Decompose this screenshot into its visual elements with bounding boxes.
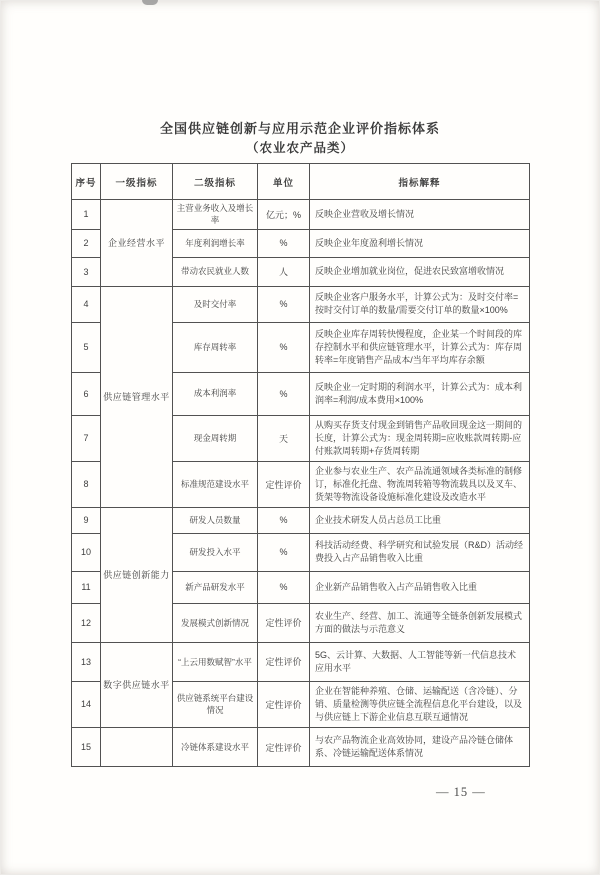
header-serial-number: 序号	[72, 164, 101, 200]
unit-cell: %	[258, 372, 310, 415]
document-title: 全国供应链创新与应用示范企业评价指标体系	[159, 121, 440, 136]
indicator-table	[71, 163, 530, 767]
row-serial-number: 3	[72, 257, 101, 286]
document-subtitle: （农业农产品类）	[245, 141, 354, 155]
row-serial-number: 4	[72, 286, 101, 322]
unit-cell: 人	[258, 257, 310, 286]
row-serial-number: 7	[72, 415, 101, 461]
indicator-explanation-cell: 反映企业一定时期的利润水平，计算公式为：成本利润率=利润/成本费用×100%	[310, 372, 530, 415]
indicator-explanation-cell: 反映企业客户服务水平，计算公式为：及时交付率=按时交付订单的数量/需要交付订单的数量×100%	[310, 286, 530, 322]
indicator-explanation-cell: 企业技术研发人员占总员工比重	[310, 507, 530, 533]
second-level-indicator-cell: “上云用数赋智”水平	[173, 642, 258, 681]
indicator-explanation-cell: 企业新产品销售收入占产品销售收入比重	[310, 571, 530, 603]
header-first-level-indicator: 一级指标	[101, 164, 173, 200]
indicator-explanation-cell: 反映企业营收及增长情况	[310, 200, 530, 230]
unit-cell: 定性评价	[258, 603, 310, 642]
row-serial-number: 8	[72, 461, 101, 507]
table-row	[72, 728, 530, 767]
second-level-indicator-cell: 研发人员数量	[173, 507, 258, 533]
header-second-level-indicator: 二级指标	[173, 164, 258, 200]
row-serial-number: 12	[72, 603, 101, 642]
first-level-indicator-cell: 数字供应链水平	[101, 642, 173, 727]
unit-cell: 定性评价	[258, 642, 310, 681]
unit-cell: 天	[258, 415, 310, 461]
table-header-row	[72, 164, 530, 200]
second-level-indicator-cell: 带动农民就业人数	[173, 257, 258, 286]
unit-cell: %	[258, 286, 310, 322]
second-level-indicator-cell: 研发投入水平	[173, 533, 258, 571]
second-level-indicator-cell: 成本利润率	[173, 372, 258, 415]
indicator-table-body	[72, 200, 530, 767]
first-level-indicator-cell	[101, 728, 173, 767]
second-level-indicator-cell: 年度利润增长率	[173, 229, 258, 257]
second-level-indicator-cell: 供应链系统平台建设情况	[173, 681, 258, 727]
second-level-indicator-cell: 现金周转期	[173, 415, 258, 461]
scan-artifact	[142, 0, 158, 5]
indicator-explanation-cell: 企业参与农业生产、农产品流通领域各类标准的制修订，标准化托盘、物流周转箱等物流载具以及叉车、货架等物流设备设施标准化建设及改造水平	[310, 461, 530, 507]
page-number: — 15 —	[436, 785, 486, 799]
indicator-explanation-cell: 与农产品物流企业高效协同，建设产品冷链仓储体系、冷链运输配送体系情况	[310, 728, 530, 767]
row-serial-number: 11	[72, 571, 101, 603]
unit-cell: 亿元；%	[258, 200, 310, 230]
indicator-explanation-cell: 从购买存货支付现金到销售产品收回现金这一期间的长度，计算公式为：现金周转期=应收账款周转期-应付账款周转期+存货周转期	[310, 415, 530, 461]
indicator-explanation-cell: 反映企业年度盈利增长情况	[310, 229, 530, 257]
row-serial-number: 6	[72, 372, 101, 415]
second-level-indicator-cell: 及时交付率	[173, 286, 258, 322]
row-serial-number: 14	[72, 681, 101, 727]
unit-cell: %	[258, 571, 310, 603]
header-indicator-explanation: 指标解释	[310, 164, 530, 200]
first-level-indicator-cell: 企业经营水平	[101, 200, 173, 287]
unit-cell: %	[258, 533, 310, 571]
indicator-explanation-cell: 科技活动经费、科学研究和试验发展（R&D）活动经费投入占产品销售收入比重	[310, 533, 530, 571]
second-level-indicator-cell: 标准规范建设水平	[173, 461, 258, 507]
indicator-explanation-cell: 企业在智能种养殖、仓储、运输配送（含冷链）、分销、质量检测等供应链全流程信息化平台建设，以及与供应链上下游企业信息互联互通情况	[310, 681, 530, 727]
second-level-indicator-cell: 主营业务收入及增长率	[173, 200, 258, 230]
row-serial-number: 13	[72, 642, 101, 681]
unit-cell: 定性评价	[258, 728, 310, 767]
indicator-explanation-cell: 反映企业增加就业岗位，促进农民致富增收情况	[310, 257, 530, 286]
row-serial-number: 1	[72, 200, 101, 230]
second-level-indicator-cell: 发展模式创新情况	[173, 603, 258, 642]
indicator-explanation-cell: 反映企业库存周转快慢程度，企业某一个时间段的库存控制水平和供应链管理水平，计算公式为：库存周转率=年度销售产品成本/当年平均库存余额	[310, 322, 530, 372]
unit-cell: 定性评价	[258, 681, 310, 727]
second-level-indicator-cell: 库存周转率	[173, 322, 258, 372]
unit-cell: %	[258, 229, 310, 257]
row-serial-number: 2	[72, 229, 101, 257]
row-serial-number: 5	[72, 322, 101, 372]
second-level-indicator-cell: 冷链体系建设水平	[173, 728, 258, 767]
table-row	[72, 507, 530, 533]
table-row	[72, 286, 530, 322]
unit-cell: %	[258, 322, 310, 372]
first-level-indicator-cell: 供应链创新能力	[101, 507, 173, 642]
first-level-indicator-cell: 供应链管理水平	[101, 286, 173, 507]
row-serial-number: 15	[72, 728, 101, 767]
row-serial-number: 10	[72, 533, 101, 571]
table-row	[72, 642, 530, 681]
table-row	[72, 200, 530, 230]
unit-cell: %	[258, 507, 310, 533]
second-level-indicator-cell: 新产品研发水平	[173, 571, 258, 603]
indicator-explanation-cell: 农业生产、经营、加工、流通等全链条创新发展模式方面的做法与示范意义	[310, 603, 530, 642]
indicator-explanation-cell: 5G、云计算、大数据、人工智能等新一代信息技术应用水平	[310, 642, 530, 681]
header-unit: 单位	[258, 164, 310, 200]
unit-cell: 定性评价	[258, 461, 310, 507]
row-serial-number: 9	[72, 507, 101, 533]
